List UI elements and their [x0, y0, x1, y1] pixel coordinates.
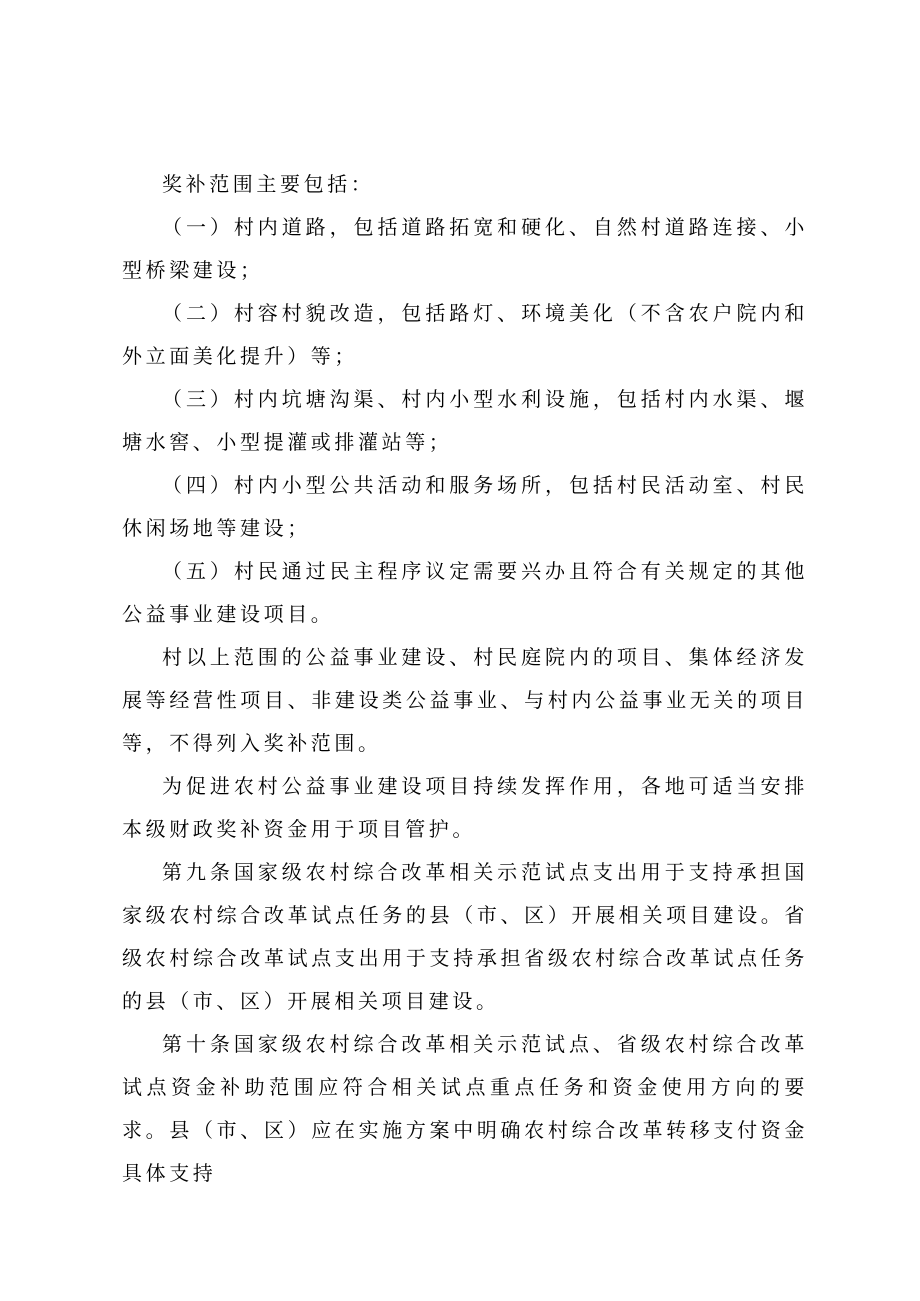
paragraph-article-9: 第九条国家级农村综合改革相关示范试点支出用于支持承担国家级农村综合改革试点任务的县（市、区）开展相关项目建设。省级农村综合改革试点支出用于支持承担省级农村综合改革试点任务的县（市、区）开展相关项目建设。: [122, 860, 808, 1013]
paragraph-item-5-other-projects: （五）村民通过民主程序议定需要兴办且符合有关规定的其他公益事业建设项目。: [122, 559, 808, 626]
paragraph-item-3-water-facilities: （三）村内坑塘沟渠、村内小型水利设施，包括村内水渠、堰塘水窖、小型提灌或排灌站等；: [122, 387, 808, 454]
document-page: [122, 163, 808, 1195]
paragraph-item-2-village-appearance: （二）村容村貌改造，包括路灯、环境美化（不含农户院内和外立面美化提升）等；: [122, 301, 808, 368]
paragraph-maintenance: 为促进农村公益事业建设项目持续发挥作用，各地可适当安排本级财政奖补资金用于项目管护。: [122, 774, 808, 841]
paragraph-item-4-public-venues: （四）村内小型公共活动和服务场所，包括村民活动室、村民休闲场地等建设；: [122, 473, 808, 540]
paragraph-award-scope-intro: 奖补范围主要包括：: [162, 172, 375, 196]
paragraph-item-1-roads: （一）村内道路，包括道路拓宽和硬化、自然村道路连接、小型桥梁建设；: [122, 215, 808, 282]
paragraph-exclusions: 村以上范围的公益事业建设、村民庭院内的项目、集体经济发展等经营性项目、非建设类公益事业、与村内公益事业无关的项目等，不得列入奖补范围。: [122, 645, 808, 755]
paragraph-article-10: 第十条国家级农村综合改革相关示范试点、省级农村综合改革试点资金补助范围应符合相关试点重点任务和资金使用方向的要求。县（市、区）应在实施方案中明确农村综合改革转移支付资金具体支持: [122, 1032, 808, 1185]
